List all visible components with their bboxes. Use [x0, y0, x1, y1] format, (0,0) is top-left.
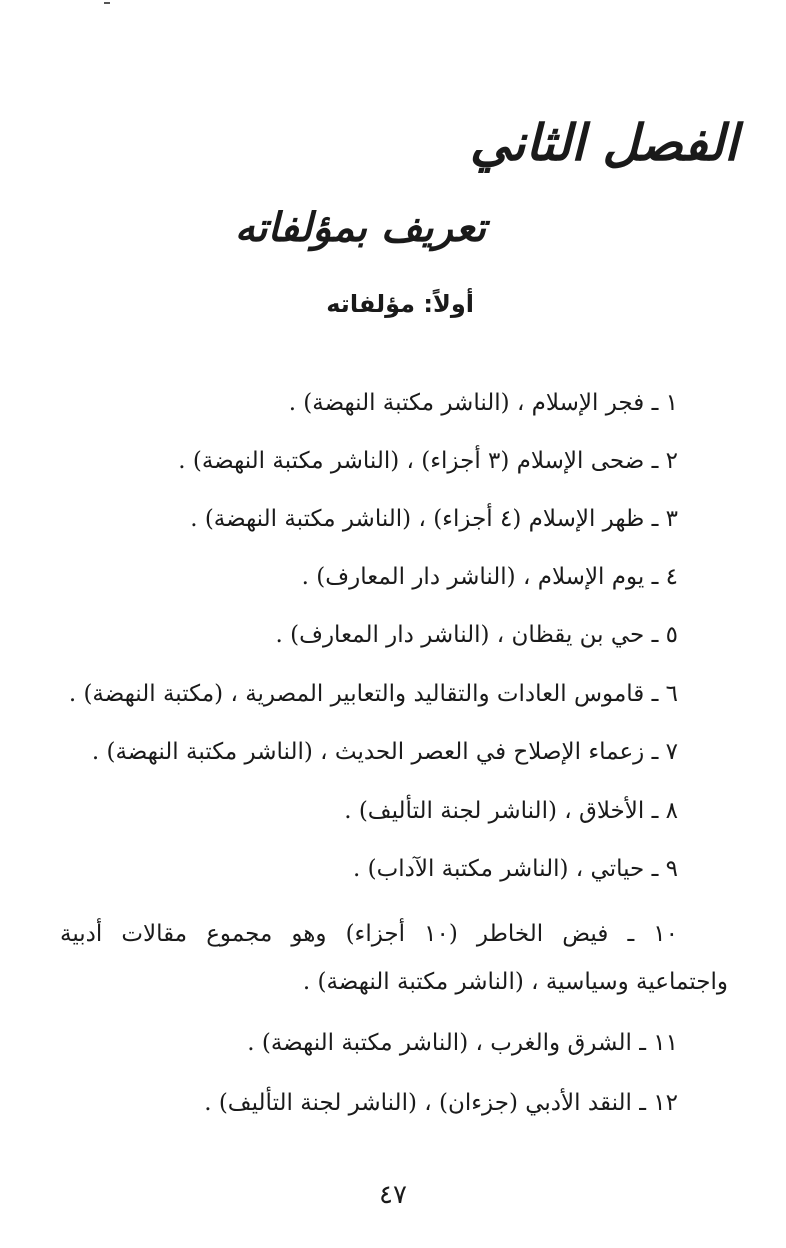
list-item: ٦ ـ قاموس العادات والتقاليد والتعابير المصرية ، (مكتبة النهضة) .	[68, 681, 678, 707]
list-item-multiline	[60, 910, 728, 1006]
list-item: ٧ ـ زعماء الإصلاح في العصر الحديث ، (الناشر مكتبة النهضة) .	[91, 739, 678, 765]
list-item: ٤ ـ يوم الإسلام ، (الناشر دار المعارف) .	[301, 564, 678, 590]
list-item: ٢ ـ ضحى الإسلام (٣ أجزاء) ، (الناشر مكتبة النهضة) .	[178, 448, 678, 474]
subsection-title: أولاً: مؤلفاته	[326, 290, 474, 318]
list-item: ١٢ ـ النقد الأدبي (جزءان) ، (الناشر لجنة التأليف) .	[204, 1090, 678, 1116]
list-item: ١ ـ فجر الإسلام ، (الناشر مكتبة النهضة) .	[288, 390, 678, 416]
list-item: ٩ ـ حياتي ، (الناشر مكتبة الآداب) .	[352, 856, 678, 882]
list-item-line-2: واجتماعية وسياسية ، (الناشر مكتبة النهضة) .	[302, 969, 728, 995]
list-item: ١١ ـ الشرق والغرب ، (الناشر مكتبة النهضة) .	[247, 1030, 678, 1056]
section-title: تعريف بمؤلفاته	[234, 204, 486, 251]
scan-mark	[104, 2, 110, 4]
list-item-line-1: ١٠ ـ فيض الخاطر (١٠ أجزاء) وهو مجموع مقالات أدبية	[60, 921, 678, 947]
list-item: ٣ ـ ظهر الإسلام (٤ أجزاء) ، (الناشر مكتبة النهضة) .	[190, 506, 678, 532]
page-number: ٤٧	[379, 1180, 407, 1210]
list-item: ٥ ـ حي بن يقظان ، (الناشر دار المعارف) .	[275, 622, 678, 648]
list-item: ٨ ـ الأخلاق ، (الناشر لجنة التأليف) .	[344, 798, 678, 824]
chapter-title: الفصل الثاني	[469, 113, 738, 172]
